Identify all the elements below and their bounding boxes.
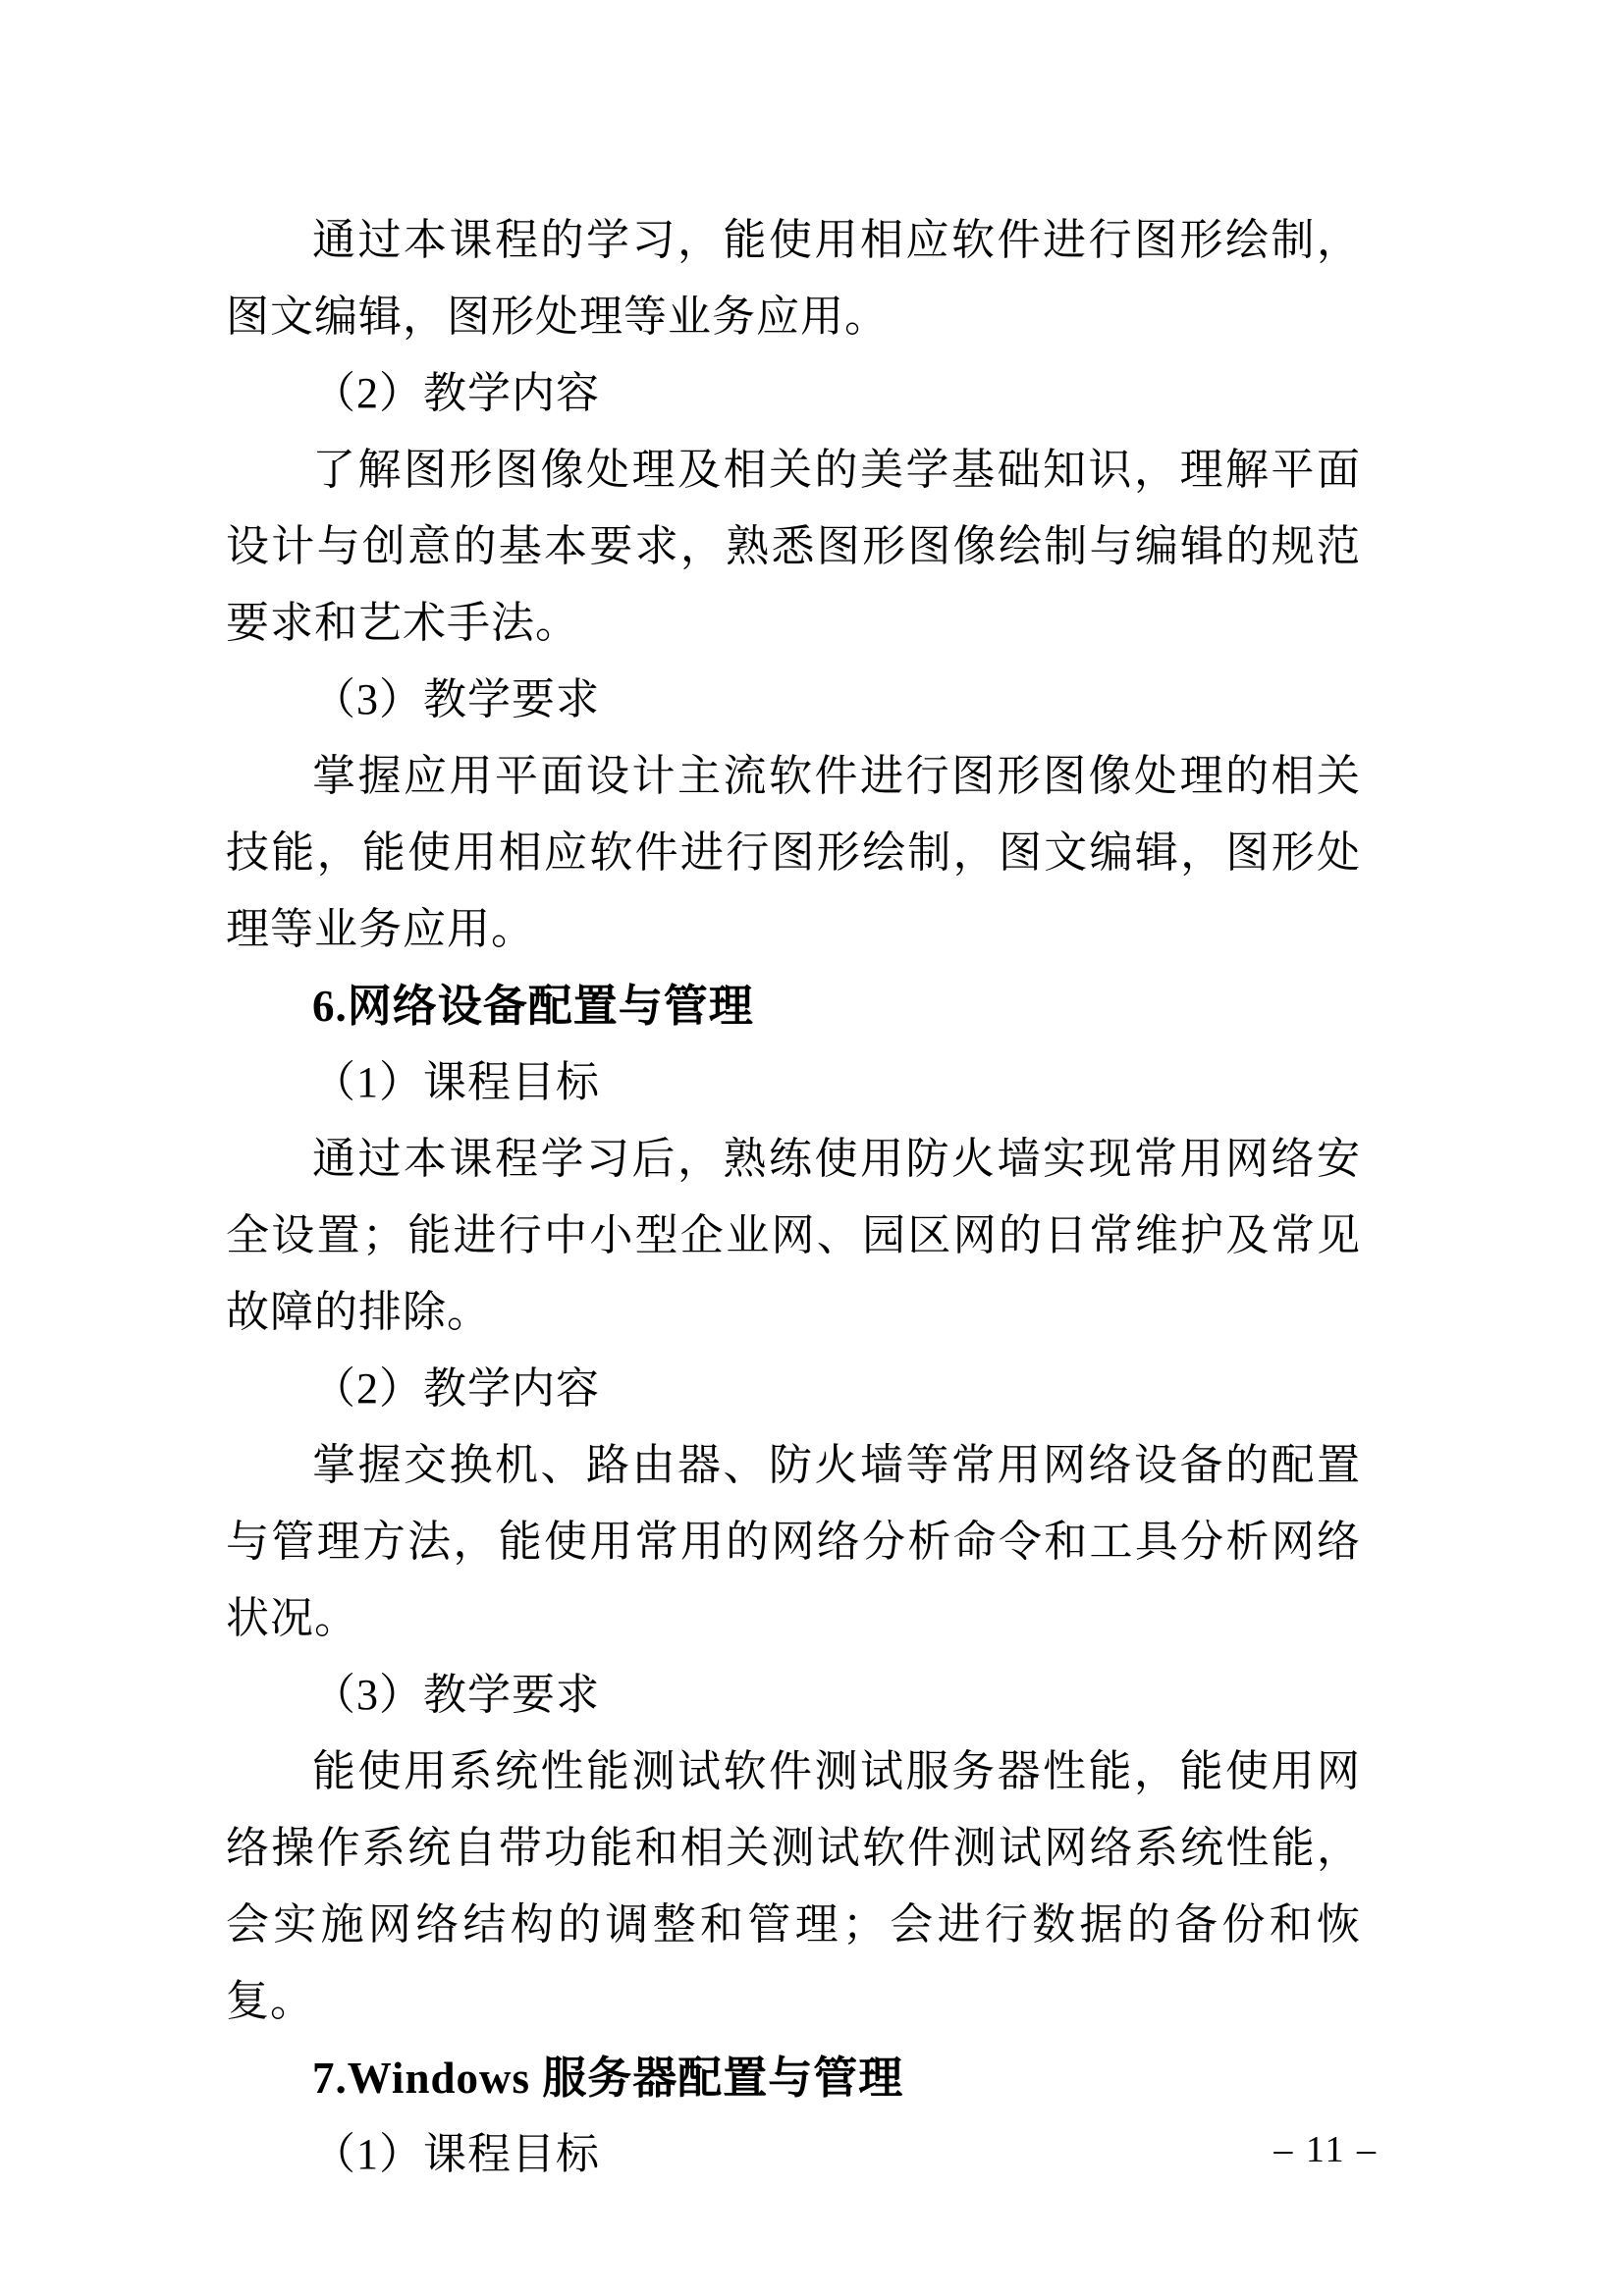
paragraph-teaching-content-2: 了解图形图像处理及相关的美学基础知识，理解平面设计与创意的基本要求，熟悉图形图像绘制与编辑的规范要求和艺术手法。	[226, 446, 1361, 647]
label-teaching-requirements-3b: （3）教学要求	[312, 1671, 600, 1719]
paragraph-teaching-requirements-3: 掌握应用平面设计主流软件进行图形图像处理的相关技能，能使用相应软件进行图形绘制，图文编辑，图形处理等业务应用。	[226, 752, 1361, 953]
section-heading-network-device-config: 6.网络设备配置与管理	[312, 982, 754, 1031]
paragraph-course-goal-1: 通过本课程学习后，熟练使用防火墙实现常用网络安全设置；能进行中小型企业网、园区网的日常维护及常见故障的排除。	[226, 1135, 1361, 1336]
label-teaching-content-2: （2）教学内容	[312, 369, 600, 417]
paragraph-course-goal-continuation: 通过本课程的学习，能使用相应软件进行图形绘制，图文编辑，图形处理等业务应用。	[226, 216, 1361, 341]
page-body	[226, 202, 1361, 2193]
label-teaching-content-2b: （2）教学内容	[312, 1364, 600, 1413]
paragraph-teaching-requirements-3b: 能使用系统性能测试软件测试服务器性能，能使用网络操作系统自带功能和相关测试软件测试网络系统性能，会实施网络结构的调整和管理；会进行数据的备份和恢复。	[226, 1747, 1361, 2025]
label-teaching-requirements-3: （3）教学要求	[312, 675, 600, 723]
label-course-goal-1: （1）课程目标	[312, 1058, 600, 1106]
label-course-goal-1b: （1）课程目标	[312, 2130, 600, 2178]
paragraph-teaching-content-2b: 掌握交换机、路由器、防火墙等常用网络设备的配置与管理方法，能使用常用的网络分析命令和工具分析网络状况。	[226, 1441, 1361, 1642]
section-heading-windows-server-config: 7.Windows 服务器配置与管理	[312, 2054, 904, 2103]
page-number: – 11 –	[1273, 2129, 1378, 2170]
